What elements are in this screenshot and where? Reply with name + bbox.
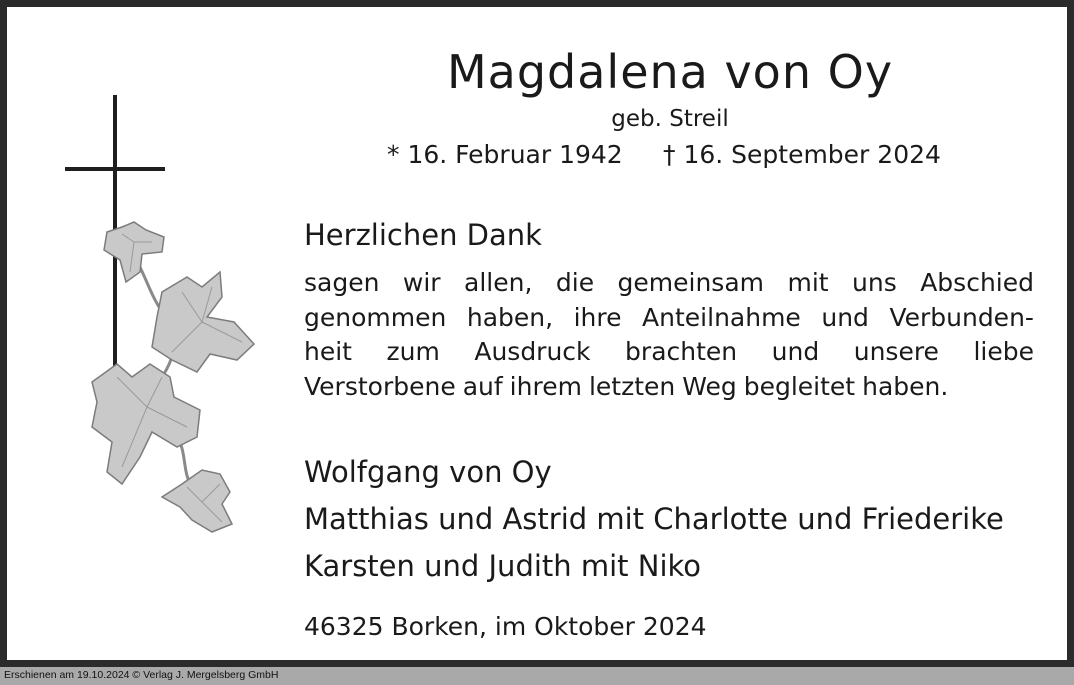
message-word: Weg bbox=[682, 371, 737, 401]
message-word: Abschied bbox=[920, 268, 1034, 297]
deceased-name: Magdalena von Oy bbox=[446, 45, 894, 99]
message-word: sagen bbox=[304, 268, 380, 297]
message-word: und bbox=[771, 337, 820, 366]
message-word: zum bbox=[386, 337, 440, 366]
message-line bbox=[304, 301, 1034, 336]
message-word: haben. bbox=[862, 371, 949, 401]
message-word: unsere bbox=[853, 337, 939, 366]
message-word: Anteilnahme bbox=[642, 302, 801, 332]
signer: Wolfgang von Oy bbox=[304, 455, 552, 489]
publication-info: Erschienen am 19.10.2024 © Verlag J. Mergelsberg GmbH bbox=[4, 669, 279, 681]
publication-footer bbox=[0, 667, 1074, 685]
message-word: Verbunden- bbox=[889, 302, 1034, 332]
signer: Matthias und Astrid mit Charlotte und Friederike bbox=[304, 502, 1004, 536]
message-word: gemeinsam bbox=[617, 268, 765, 297]
cross-with-ivy-icon bbox=[62, 92, 272, 552]
message-word: begleitet bbox=[743, 371, 856, 401]
message-word: die bbox=[555, 268, 595, 297]
signers-list bbox=[304, 449, 1004, 590]
message-word: haben, bbox=[466, 302, 554, 332]
message-line bbox=[304, 335, 1034, 370]
message-word: uns bbox=[852, 268, 897, 297]
message-word: liebe bbox=[973, 337, 1034, 366]
message-word: und bbox=[821, 302, 869, 332]
message-word: genommen bbox=[304, 302, 447, 332]
message-word: mit bbox=[787, 268, 829, 297]
message-word: brachten bbox=[625, 337, 738, 366]
death-date: † 16. September 2024 bbox=[663, 140, 941, 169]
birth-name: geb. Streil bbox=[611, 106, 729, 132]
thanks-heading: Herzlichen Dank bbox=[304, 218, 542, 252]
message-line bbox=[304, 266, 1034, 301]
message-word: wir bbox=[402, 268, 441, 297]
message-word: heit bbox=[304, 337, 352, 366]
message-word: Ausdruck bbox=[474, 337, 591, 366]
message-word: letzten bbox=[588, 371, 676, 401]
birth-date: * 16. Februar 1942 bbox=[387, 140, 623, 169]
message-word: ihre bbox=[573, 302, 622, 332]
message-line bbox=[304, 370, 1034, 405]
signer: Karsten und Judith mit Niko bbox=[304, 549, 702, 583]
message-word: auf bbox=[462, 371, 503, 401]
message-word: allen, bbox=[464, 268, 533, 297]
thanks-message bbox=[304, 266, 1034, 404]
place-and-date: 46325 Borken, im Oktober 2024 bbox=[304, 612, 707, 641]
cross-horizontal-beam bbox=[65, 167, 165, 171]
message-word: Verstorbene bbox=[304, 371, 456, 401]
message-word: ihrem bbox=[509, 371, 582, 401]
